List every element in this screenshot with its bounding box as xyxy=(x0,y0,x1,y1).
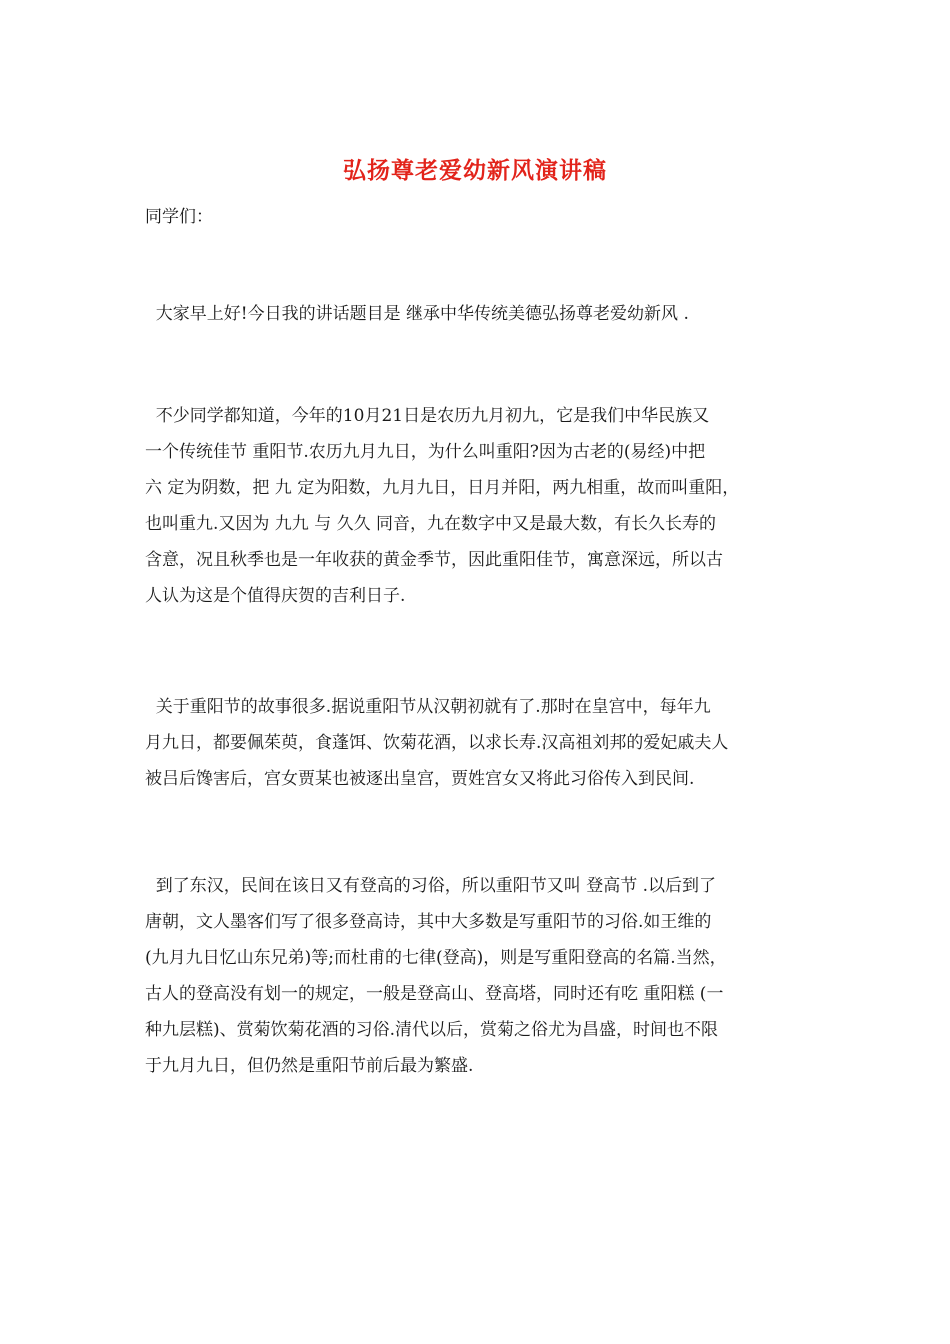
paragraph-line: 月九日，都要佩茱萸，食蓬饵、饮菊花酒，以求长寿.汉高祖刘邦的爱妃戚夫人 xyxy=(145,733,729,753)
paragraph-line: 含意，况且秋季也是一年收获的黄金季节，因此重阳佳节，寓意深远，所以古 xyxy=(145,550,723,570)
greeting: 同学们： xyxy=(145,207,213,227)
paragraph-line: 关于重阳节的故事很多.据说重阳节从汉朝初就有了.那时在皇宫中，每年九 xyxy=(145,697,711,717)
paragraph-line: 人认为这是个值得庆贺的吉利日子. xyxy=(145,586,406,606)
paragraph-line: 也叫重九.又因为 九九 与 久久 同音，九在数字中又是最大数，有长久长寿的 xyxy=(145,514,717,534)
paragraph-line: 一个传统佳节 重阳节.农历九月九日，为什么叫重阳?因为古老的(易经)中把 xyxy=(145,442,706,462)
paragraph-line: 种九层糕)、赏菊饮菊花酒的习俗.清代以后，赏菊之俗尤为昌盛，时间也不限 xyxy=(145,1020,719,1040)
paragraph-2 xyxy=(145,398,815,614)
paragraph-3 xyxy=(145,689,815,797)
paragraph-line: 于九月九日，但仍然是重阳节前后最为繁盛. xyxy=(145,1056,474,1076)
paragraph-line: 六 定为阴数，把 九 定为阳数，九月九日，日月并阳，两九相重，故而叫重阳， xyxy=(145,478,740,498)
paragraph-4 xyxy=(145,868,815,1084)
paragraph-line: 被吕后馋害后，宫女贾某也被逐出皇宫，贾姓宫女又将此习俗传入到民间. xyxy=(145,769,695,789)
paragraph-1 xyxy=(145,296,815,332)
document-title: 弘扬尊老爱幼新风演讲稿 xyxy=(343,157,607,184)
paragraph-line: 大家早上好!今日我的讲话题目是 继承中华传统美德弘扬尊老爱幼新风 . xyxy=(145,304,689,324)
paragraph-line: 不少同学都知道，今年的10月21日是农历九月初九，它是我们中华民族又 xyxy=(145,406,710,426)
paragraph-line: (九月九日忆山东兄弟)等;而杜甫的七律(登高)，则是写重阳登高的名篇.当然， xyxy=(145,948,727,968)
paragraph-line: 到了东汉，民间在该日又有登高的习俗，所以重阳节又叫 登高节 .以后到了 xyxy=(145,876,717,896)
paragraph-line: 唐朝，文人墨客们写了很多登高诗，其中大多数是写重阳节的习俗.如王维的 xyxy=(145,912,712,932)
paragraph-line: 古人的登高没有划一的规定，一般是登高山、登高塔，同时还有吃 重阳糕 (一 xyxy=(145,984,724,1004)
